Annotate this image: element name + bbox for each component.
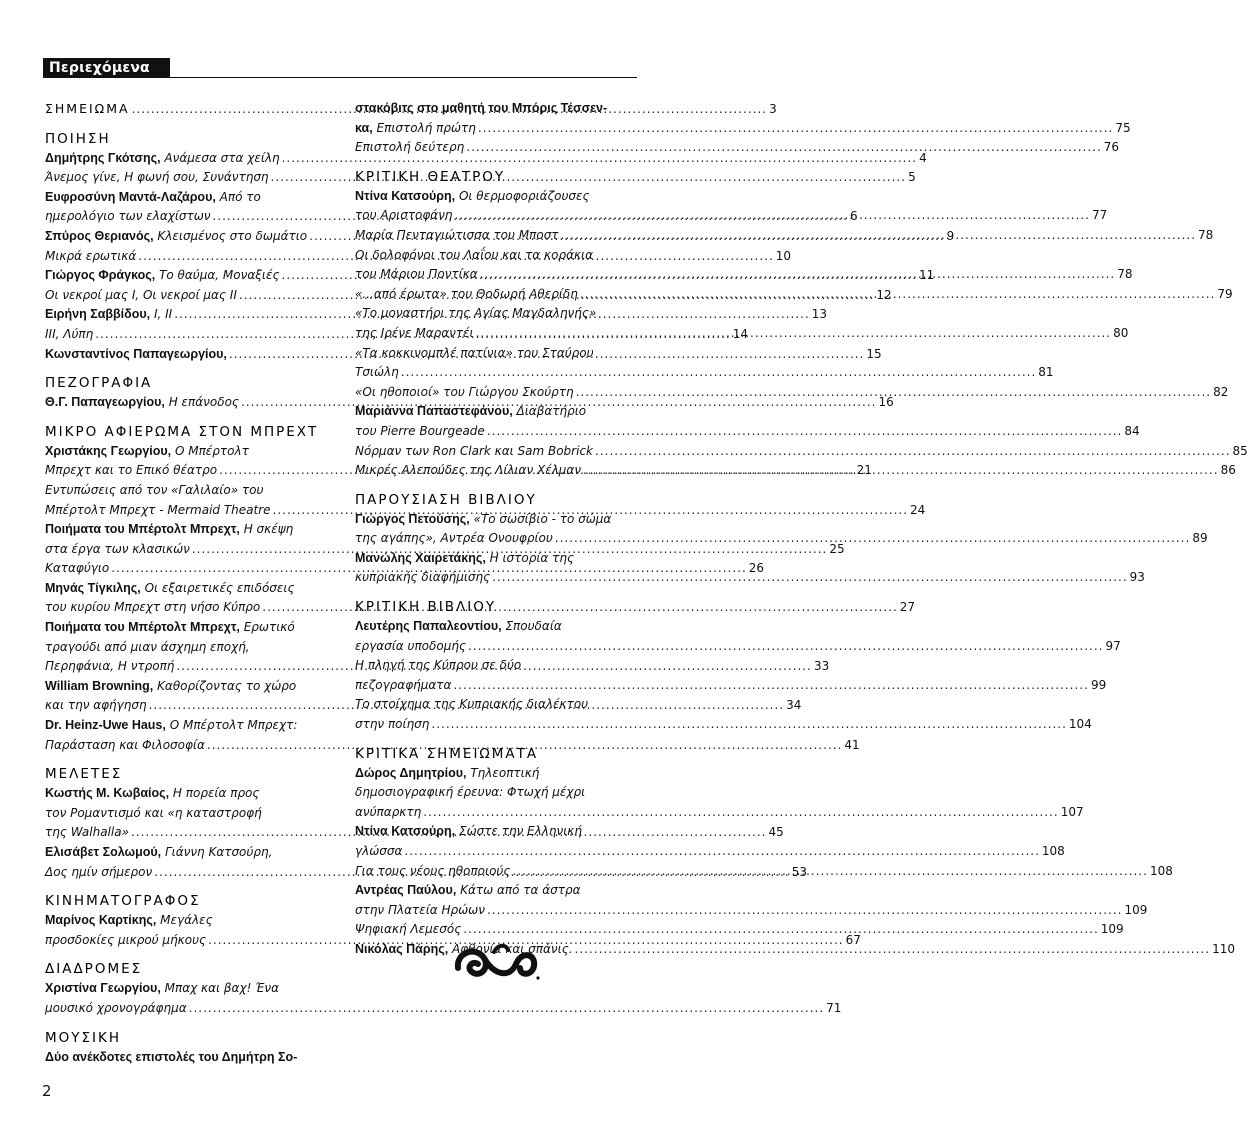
work-title: Μπρεχτ και το Επικό θέατρο	[45, 463, 218, 478]
page-ref: 86	[1220, 463, 1236, 478]
toc-entry[interactable]	[355, 549, 642, 569]
work-title: Οι εξαιρετικές επιδόσεις	[144, 580, 295, 595]
toc-entry[interactable]	[45, 843, 332, 863]
work-title: «Το μοναστήρι της Αγίας Μαγδαληνής»	[355, 306, 597, 321]
page-ref: 25	[829, 541, 845, 556]
page-ref: 9	[946, 228, 955, 243]
toc-entry[interactable]	[45, 188, 332, 208]
author: Ποιήματα του Μπέρτολτ Μπρεχτ,	[45, 522, 240, 537]
work-title: Οι νεκροί μας I, Οι νεκροί μας II	[45, 287, 237, 302]
toc-entry[interactable]	[355, 695, 642, 715]
page-ref: 10	[775, 248, 792, 263]
page-ref: 11	[919, 268, 935, 283]
author: στακόβιτς στο μαθητή του Μπόρις Τέσσεν-	[355, 101, 608, 115]
work-title: «Τα κοκκινομπλέ πατίνια» του Σταύρου	[355, 345, 594, 360]
author: Χριστάκης Γεωργίου,	[45, 443, 172, 458]
work-title: Τηλεοπτική	[470, 765, 540, 780]
page-ref: 27	[899, 600, 916, 615]
toc-entry[interactable]	[45, 804, 332, 824]
author: Ντίνα Κατσούρη,	[355, 824, 456, 839]
work-title: Η πορεία προς	[172, 786, 260, 801]
page-ref: 3	[769, 102, 777, 116]
page-ref: 79	[1217, 286, 1233, 301]
author: Κωστής Μ. Κωβαίος,	[45, 786, 170, 801]
toc-entry[interactable]	[355, 842, 1065, 862]
toc-entry[interactable]	[45, 481, 332, 501]
work-title: του Pierre Bourgeade	[355, 423, 485, 438]
page-ref: 109	[1124, 902, 1148, 917]
author: Σπύρος Θεριανός,	[45, 228, 154, 243]
work-title: Μεγάλες	[160, 913, 213, 928]
toc-entry[interactable]	[355, 881, 642, 901]
work-title: Σπουδαία	[505, 619, 562, 634]
author: William Browning,	[45, 678, 154, 693]
page-ref: 104	[1068, 717, 1092, 732]
section-heading-kinimatografos: ΚΙΝΗΜΑΤΟΓΡΑΦΟΣ	[45, 893, 201, 910]
work-title: Επιστολή πρώτη	[376, 120, 476, 135]
toc-entry[interactable]	[355, 637, 1121, 657]
author: Θ.Γ. Παπαγεωργίου,	[45, 395, 165, 410]
work-title: Περηφάνια, Η ντροπή	[45, 659, 175, 674]
page-ref: 76	[1103, 140, 1120, 155]
author: Μανώλης Χαιρετάκης,	[355, 550, 486, 565]
page-ref: 4	[919, 150, 927, 165]
page-ref: 78	[1198, 227, 1214, 242]
author: Μηνάς Τίγκιλης,	[45, 580, 141, 595]
page-ref: 53	[791, 864, 808, 879]
work-title: «Οι ηθοποιοί» του Γιώργου Σκούρτη	[355, 384, 574, 399]
toc-entry[interactable]	[355, 304, 642, 324]
toc-entry[interactable]	[45, 149, 927, 169]
work-title: Καταφύγιο	[45, 561, 110, 576]
work-title: Κλεισμένος στο δωμάτιο	[157, 228, 308, 243]
fleuron-ornament-icon	[450, 938, 545, 988]
toc-entry[interactable]	[45, 979, 332, 999]
section-heading-poihsh: ΠΟΙΗΣΗ	[45, 130, 111, 147]
work-title: πεζογραφήματα	[355, 677, 452, 692]
toc-entry[interactable]	[355, 226, 1214, 246]
work-title: Η επάνοδος	[168, 395, 239, 410]
work-title: Η πληγή της Κύπρου σε δύο	[355, 658, 522, 673]
work-title: I, II	[153, 307, 173, 322]
author: κα,	[355, 120, 373, 135]
work-title: κυπριακής διαφήμισης	[355, 570, 491, 585]
work-title: Ο Μπέρτολτ Μπρεχτ:	[169, 718, 298, 733]
toc-entry[interactable]	[45, 1048, 332, 1068]
toc-entry[interactable]	[355, 901, 1148, 921]
work-title: Επιστολή δεύτερη	[355, 140, 465, 155]
section-heading-pezografia: ΠΕΖΟΓΡΑΦΙΑ	[45, 375, 153, 392]
work-title: Ο Μπέρτολτ	[174, 443, 249, 458]
section-heading-brecht: ΜΙΚΡΟ ΑΦΙΕΡΩΜΑ ΣΤΟΝ ΜΠΡΕΧΤ	[45, 423, 319, 440]
toc-entry[interactable]	[355, 344, 642, 364]
header-rule	[170, 77, 637, 78]
page-ref: 107	[1060, 804, 1084, 819]
work-title: εργασία υποδομής	[355, 638, 466, 653]
work-title: προσδοκίες μικρού μήκους	[45, 932, 207, 947]
toc-entry[interactable]	[355, 119, 1131, 139]
page-ref: 75	[1115, 120, 1131, 135]
work-title: Αφθονία και σπάνις.	[452, 941, 573, 956]
work-title: δημοσιογραφική έρευνα: Φτωχή μέχρι	[355, 785, 586, 800]
author: Dr. Heinz-Uwe Haus,	[45, 718, 166, 733]
page-number: 2	[42, 1082, 52, 1100]
work-title: Μικρές Αλεπούδες της Λίλιαν Χέλμαν	[355, 463, 582, 478]
work-title: του κυρίου Μπρεχτ στη νήσο Κύπρο	[45, 600, 261, 615]
author: Λευτέρης Παπαλεοντίου,	[355, 619, 502, 634]
section-heading-diadromes: ΔΙΑΔΡΟΜΕΣ	[45, 961, 143, 978]
work-title: Μαρία Πενταγιώτισσα του Μποστ	[355, 227, 559, 242]
toc-entry[interactable]	[355, 783, 642, 803]
work-title: Παράσταση και Φιλοσοφία	[45, 737, 205, 752]
work-title: Οι δολοφόνοι του Λαΐου και τα κοράκια	[355, 247, 594, 262]
author: Γιώργος Φράγκος,	[45, 268, 156, 283]
work-title: Η σκέψη	[243, 522, 294, 537]
page-ref: 12	[876, 287, 892, 302]
page-ref: 77	[1092, 208, 1108, 223]
page-ref: 85	[1232, 443, 1248, 458]
page-ref: 34	[786, 698, 802, 713]
work-title: ανύπαρκτη	[355, 804, 422, 819]
toc-entry[interactable]	[45, 638, 332, 658]
page-ref: 24	[910, 502, 926, 517]
author: Αντρέας Παύλου,	[355, 883, 457, 898]
work-title: Εντυπώσεις από τον «Γαλιλαίο» του	[45, 482, 264, 497]
work-title: Καθορίζοντας το χώρο	[157, 678, 297, 693]
work-title: Οι θερμοφοριάζουσες	[458, 188, 590, 203]
toc-entry[interactable]	[355, 402, 642, 422]
author: Μαριάννα Παπαστεφάνου,	[355, 404, 513, 419]
toc-entry[interactable]	[355, 363, 1054, 383]
author: Δημήτρης Γκότσης,	[45, 150, 161, 165]
page-ref: 16	[878, 395, 894, 410]
toc-entry[interactable]	[355, 656, 642, 676]
author: Δύο ανέκδοτες επιστολές του Δημήτρη Σο-	[45, 1049, 298, 1064]
author: Ποιήματα του Μπέρτολτ Μπρεχτ,	[45, 620, 240, 635]
section-heading-mousiki: ΜΟΥΣΙΚΗ	[45, 1029, 122, 1046]
toc-entry[interactable]	[355, 803, 1084, 823]
page-ref: 33	[813, 659, 830, 674]
toc-entry[interactable]	[45, 618, 332, 638]
work-title: της Walhalla»	[45, 825, 129, 840]
page-ref: 82	[1213, 384, 1229, 399]
author: Γιώργος Πετούσης,	[355, 511, 470, 526]
page-ref: 5	[908, 170, 916, 185]
author: Ελισάβετ Σολωμού,	[45, 845, 162, 859]
work-title: Διαβατήριο	[516, 404, 587, 419]
section-heading-kritiki-vivliou: ΚΡΙΤΙΚΗ ΒΙΒΛΙΟΥ	[355, 599, 497, 616]
toc-entry[interactable]	[355, 764, 642, 784]
toc-entry[interactable]	[45, 911, 332, 931]
work-title: Το θαύμα, Μοναξιές	[159, 268, 280, 283]
toc-entry[interactable]	[45, 784, 332, 804]
page-ref: 67	[845, 932, 861, 947]
page-ref: 99	[1090, 677, 1107, 692]
toc-entry[interactable]	[355, 187, 642, 207]
author: Ευφροσύνη Μαντά-Λαζάρου,	[45, 189, 216, 204]
author: Ντίνα Κατσούρη,	[355, 188, 456, 203]
page-ref: 97	[1105, 638, 1121, 653]
work-title: στην ποίηση	[355, 717, 430, 732]
work-title: Άνεμος γίνε, Η φωνή σου, Συνάντηση	[45, 170, 269, 185]
page-ref: 108	[1149, 863, 1173, 878]
page-ref: 93	[1129, 570, 1145, 585]
author: Ειρήνη Σαββίδου,	[45, 307, 151, 322]
work-title: Μπαχ και βαχ! Ένα	[164, 981, 280, 996]
toc-entry[interactable]	[355, 676, 1107, 696]
page-ref: 14	[732, 326, 749, 341]
work-title: Το στοίχημα της Κυπριακής διαλέκτου	[355, 697, 589, 712]
page-ref: 108	[1041, 844, 1065, 858]
toc-entry[interactable]	[45, 999, 842, 1019]
work-title: στα έργα των κλασικών	[45, 541, 190, 556]
page-ref: 26	[748, 561, 765, 576]
work-title: στην Πλατεία Ηρώων	[355, 902, 485, 917]
work-title: και την αφήγηση	[45, 698, 147, 713]
page-ref: 89	[1192, 531, 1208, 546]
toc-entry[interactable]	[45, 442, 332, 462]
page-ref: 41	[844, 737, 860, 752]
page-ref: 80	[1113, 325, 1129, 340]
work-title: του Αριστοφάνη	[355, 208, 453, 223]
work-title: Ερωτικό	[243, 620, 295, 635]
work-title: «Το σωσίβιο - το σώμα	[473, 511, 612, 526]
work-title: Μπέρτολτ Μπρεχτ - Mermaid Theatre	[45, 502, 271, 517]
work-title: του Μάριου Ποντίκα	[355, 267, 478, 282]
section-heading-kritiki-theatrou: ΚΡΙΤΙΚΗ ΘΕΑΤΡΟΥ	[355, 168, 506, 185]
toc-entry[interactable]	[355, 246, 642, 266]
section-heading-kritika-shmeiomata: ΚΡΙΤΙΚΑ ΣΗΜΕΙΩΜΑΤΑ	[355, 745, 539, 762]
work-title: Νόρμαν των Ron Clark και Sam Bobrick	[355, 443, 593, 458]
page-ref: 13	[811, 307, 827, 322]
work-title: Από το	[219, 189, 261, 204]
toc-entry[interactable]	[45, 579, 332, 599]
work-title: III, Λύπη	[45, 326, 94, 341]
author: Μαρίνος Καρτίκης,	[45, 913, 157, 928]
page-ref: 6	[850, 209, 858, 224]
toc-entry[interactable]	[45, 677, 332, 697]
work-title: Ανάμεσα στα χείλη	[164, 150, 280, 165]
work-title: ημερολόγιο των ελαχίστων	[45, 209, 211, 224]
author: Χριστίνα Γεωργίου,	[45, 981, 161, 996]
toc-entry[interactable]	[355, 99, 642, 119]
work-title: τραγούδι από μιαν άσχημη εποχή,	[45, 639, 250, 654]
work-title: Για τους νέους ηθοποιούς	[355, 863, 511, 878]
page-ref: 71	[826, 1000, 842, 1015]
toc-entry[interactable]	[355, 422, 1140, 442]
toc-entry[interactable]	[355, 206, 1108, 226]
toc-entry[interactable]	[355, 442, 1248, 462]
section-heading-shmeioma: ΣΗΜΕΙΩΜΑ	[45, 101, 130, 116]
work-title: Η ιστορία της	[489, 550, 575, 565]
work-title: Γιάννη Κατσούρη,	[164, 845, 273, 859]
work-title: Σώστε την Ελληνική	[458, 824, 582, 839]
page-ref: 81	[1038, 365, 1054, 380]
work-title: Κάτω από τα άστρα	[460, 883, 581, 898]
work-title: Μικρά ερωτικά	[45, 248, 137, 263]
toc-entry[interactable]	[45, 716, 332, 736]
work-title: Τσιώλη	[355, 365, 399, 380]
page-ref: 45	[768, 825, 784, 840]
contents-title: Περιεχόμενα	[43, 58, 170, 78]
page-ref: 84	[1124, 423, 1140, 438]
work-title: γλώσσα	[355, 844, 403, 858]
toc-entry[interactable]	[355, 138, 1120, 158]
work-title: Ψηφιακή Λεμεσός	[355, 922, 462, 937]
page-ref: 15	[866, 346, 882, 361]
section-heading-meletes: ΜΕΛΕΤΕΣ	[45, 766, 123, 783]
page-ref: 110	[1212, 941, 1235, 956]
toc-entry[interactable]	[355, 617, 642, 637]
section-heading-parousiasi: ΠΑΡΟΥΣΙΑΣΗ ΒΙΒΛΙΟΥ	[355, 491, 537, 508]
work-title: Δος ημίν σήμερον	[45, 864, 153, 879]
toc-entry[interactable]	[355, 510, 642, 530]
work-title: τον Ρομαντισμό και «η καταστροφή	[45, 805, 262, 820]
work-title: «...από έρωτα» του Θοδωρή Αθερίδη	[355, 286, 578, 301]
toc-entry[interactable]	[45, 520, 332, 540]
author: Δώρος Δημητρίου,	[355, 765, 467, 780]
work-title: της αγάπης», Αντρέα Ονουφρίου	[355, 531, 553, 546]
page-ref: 78	[1117, 267, 1133, 282]
page-ref: 21	[856, 463, 872, 478]
author: Κωνσταντίνος Παπαγεωργίου,	[45, 346, 227, 361]
work-title: της Ιρένε Μαραντέι	[355, 325, 474, 340]
toc-entry[interactable]	[355, 822, 642, 842]
page-ref: 109	[1100, 922, 1124, 937]
work-title: μουσικό χρονογράφημα	[45, 1000, 187, 1015]
toc-entry[interactable]	[355, 715, 1092, 735]
author: Νικόλας Πάρης,	[355, 941, 449, 956]
